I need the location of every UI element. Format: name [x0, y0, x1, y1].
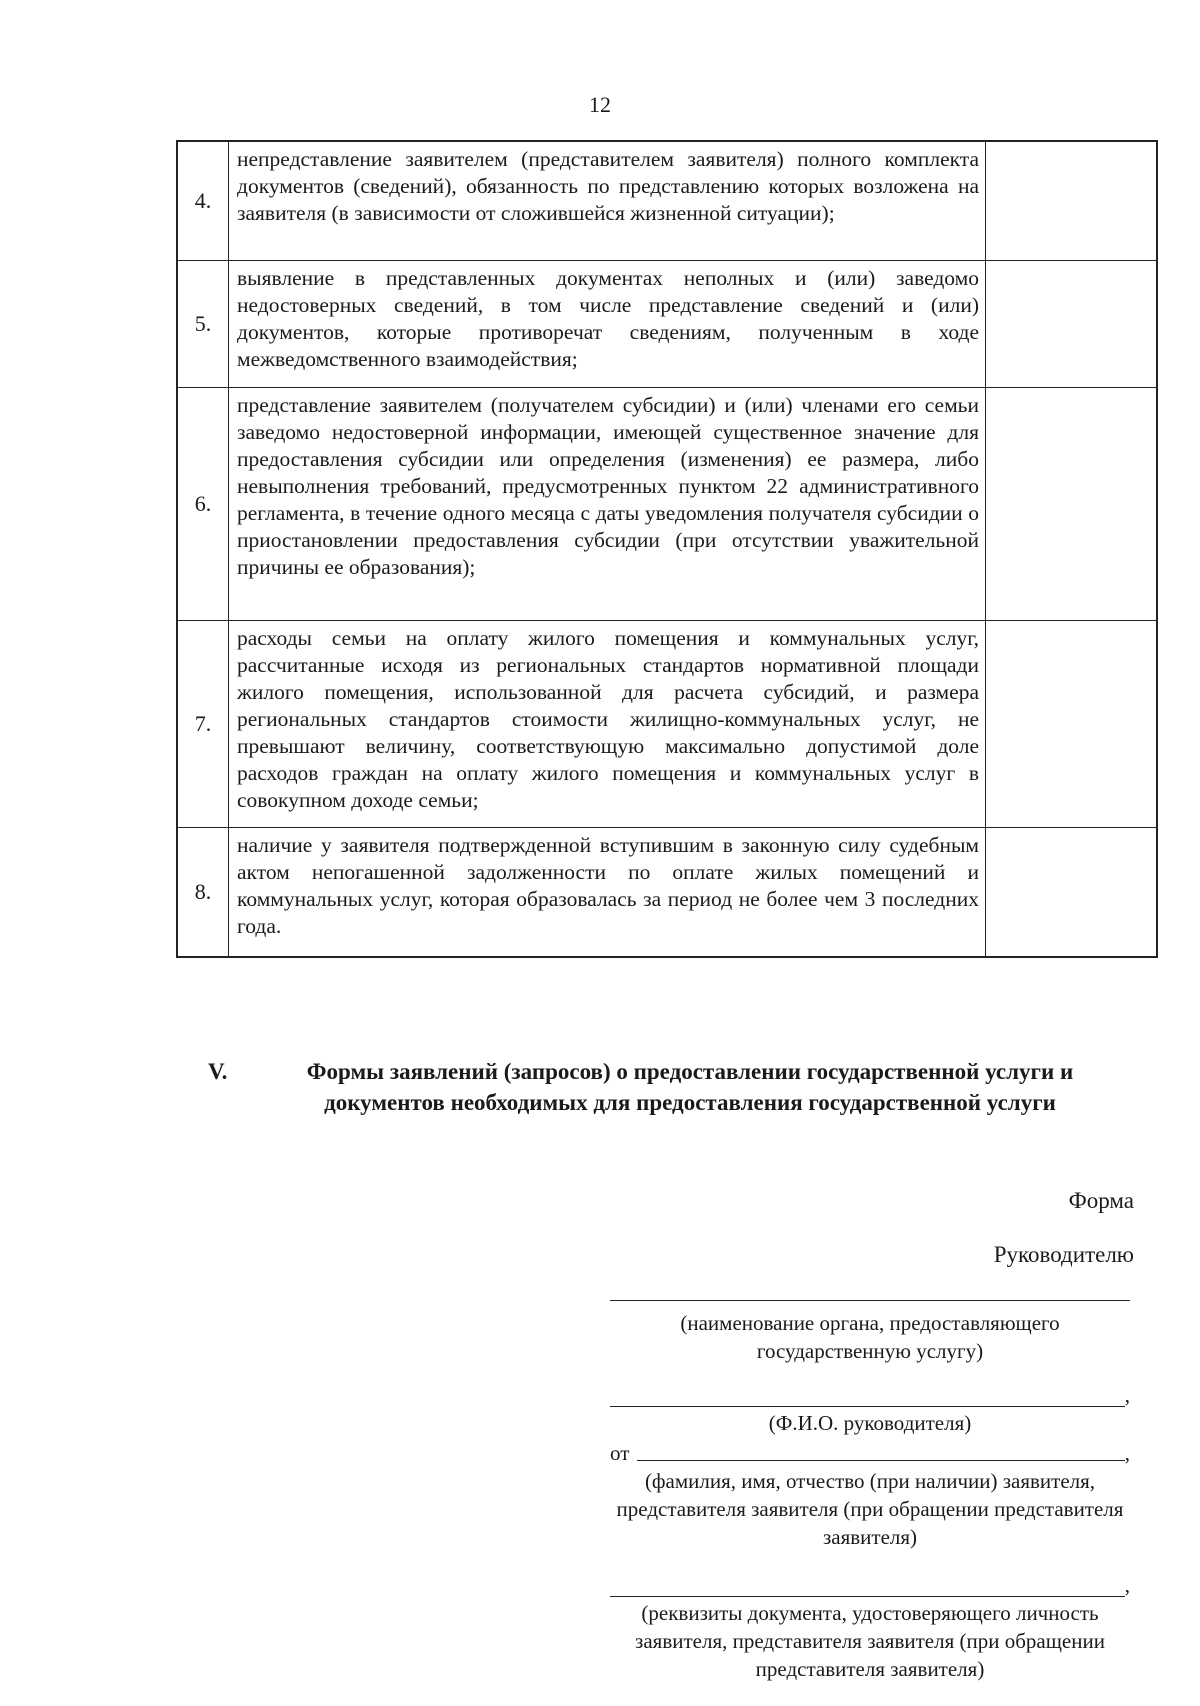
empty-cell	[986, 621, 1158, 827]
form-label: Форма	[1068, 1188, 1134, 1213]
comma: ,	[1124, 1573, 1130, 1597]
section-number: V.	[208, 1059, 228, 1084]
row-text: представление заявителем (получателем субсидии) и (или) членами его семьи заведомо недостоверной информации, имеющей существенное значение для предоставления субсидии или определения (изменения) ее размера, либо невыполнения требований, предусмотренных пунктом 22 административного регламента, в течение одного месяца с даты уведомления получателя субсидии о приостановлении предоставления субсидии (при отсутствии уважительной причины ее образования);	[229, 388, 986, 620]
row-text: расходы семьи на оплату жилого помещения и коммунальных услуг, рассчитанные исходя из региональных стандартов нормативной площади жилого помещения, использованной для расчета субсидий, и размера региональных стандартов стоимости жилищно-коммунальных услуг, не превышают величину, соответствующую максимально допустимой доле расходов граждан на оплату жилого помещения и коммунальных услуг в совокупном доходе семьи;	[229, 621, 986, 827]
organ-name-field[interactable]	[610, 1300, 1130, 1301]
identity-document-field[interactable]	[610, 1596, 1125, 1597]
row-number: 5.	[178, 261, 229, 387]
section-heading	[200, 1056, 1120, 1118]
page-number: 12	[589, 92, 611, 117]
refusal-grounds-table	[176, 140, 1158, 958]
comma: ,	[1124, 1383, 1130, 1407]
comma: ,	[1124, 1441, 1130, 1465]
row-text: непредставление заявителем (представителем заявителя) полного комплекта документов (сведений), обязанность по представлению которых возложена на заявителя (в зависимости от сложившейся жизненной ситуации);	[229, 142, 986, 260]
from-label: от	[610, 1441, 630, 1465]
row-number: 6.	[178, 388, 229, 620]
identity-document-caption: (реквизиты документа, удостоверяющего личность заявителя, представителя заявителя (при обращении представителя заявителя)	[635, 1601, 1105, 1681]
row-text: выявление в представленных документах неполных и (или) заведомо недостоверных сведений, в том числе представление сведений и (или) документов, которые противоречат сведениям, полученным в ходе межведомственного взаимодействия;	[229, 261, 986, 387]
head-name-caption: (Ф.И.О. руководителя)	[768, 1411, 972, 1435]
addressee-label: Руководителю	[993, 1242, 1134, 1267]
row-text: наличие у заявителя подтвержденной вступившим в законную силу судебным актом непогашенной задолженности по оплате жилых помещений и коммунальных услуг, которая образовалась за период не более чем 3 последних года.	[229, 828, 986, 956]
table-row	[178, 260, 1158, 387]
empty-cell	[986, 828, 1158, 956]
table-row	[178, 827, 1158, 956]
head-name-field[interactable]	[610, 1406, 1125, 1407]
row-number: 7.	[178, 621, 229, 827]
empty-cell	[986, 261, 1158, 387]
row-number: 4.	[178, 142, 229, 260]
applicant-name-field[interactable]	[637, 1460, 1124, 1461]
table-row	[178, 620, 1158, 827]
section-title: Формы заявлений (запросов) о предоставлении государственной услуги и документов необходимых для предоставления государственной услуги	[306, 1059, 1074, 1115]
application-header-form	[610, 1300, 1130, 1683]
empty-cell	[986, 142, 1158, 260]
row-number: 8.	[178, 828, 229, 956]
table-row	[178, 142, 1158, 260]
organ-name-caption: (наименование органа, предоставляющего государственную услугу)	[680, 1311, 1060, 1363]
table-row	[178, 387, 1158, 620]
applicant-caption: (фамилия, имя, отчество (при наличии) заявителя, представителя заявителя (при обращении представителя заявителя)	[616, 1469, 1124, 1549]
empty-cell	[986, 388, 1158, 620]
